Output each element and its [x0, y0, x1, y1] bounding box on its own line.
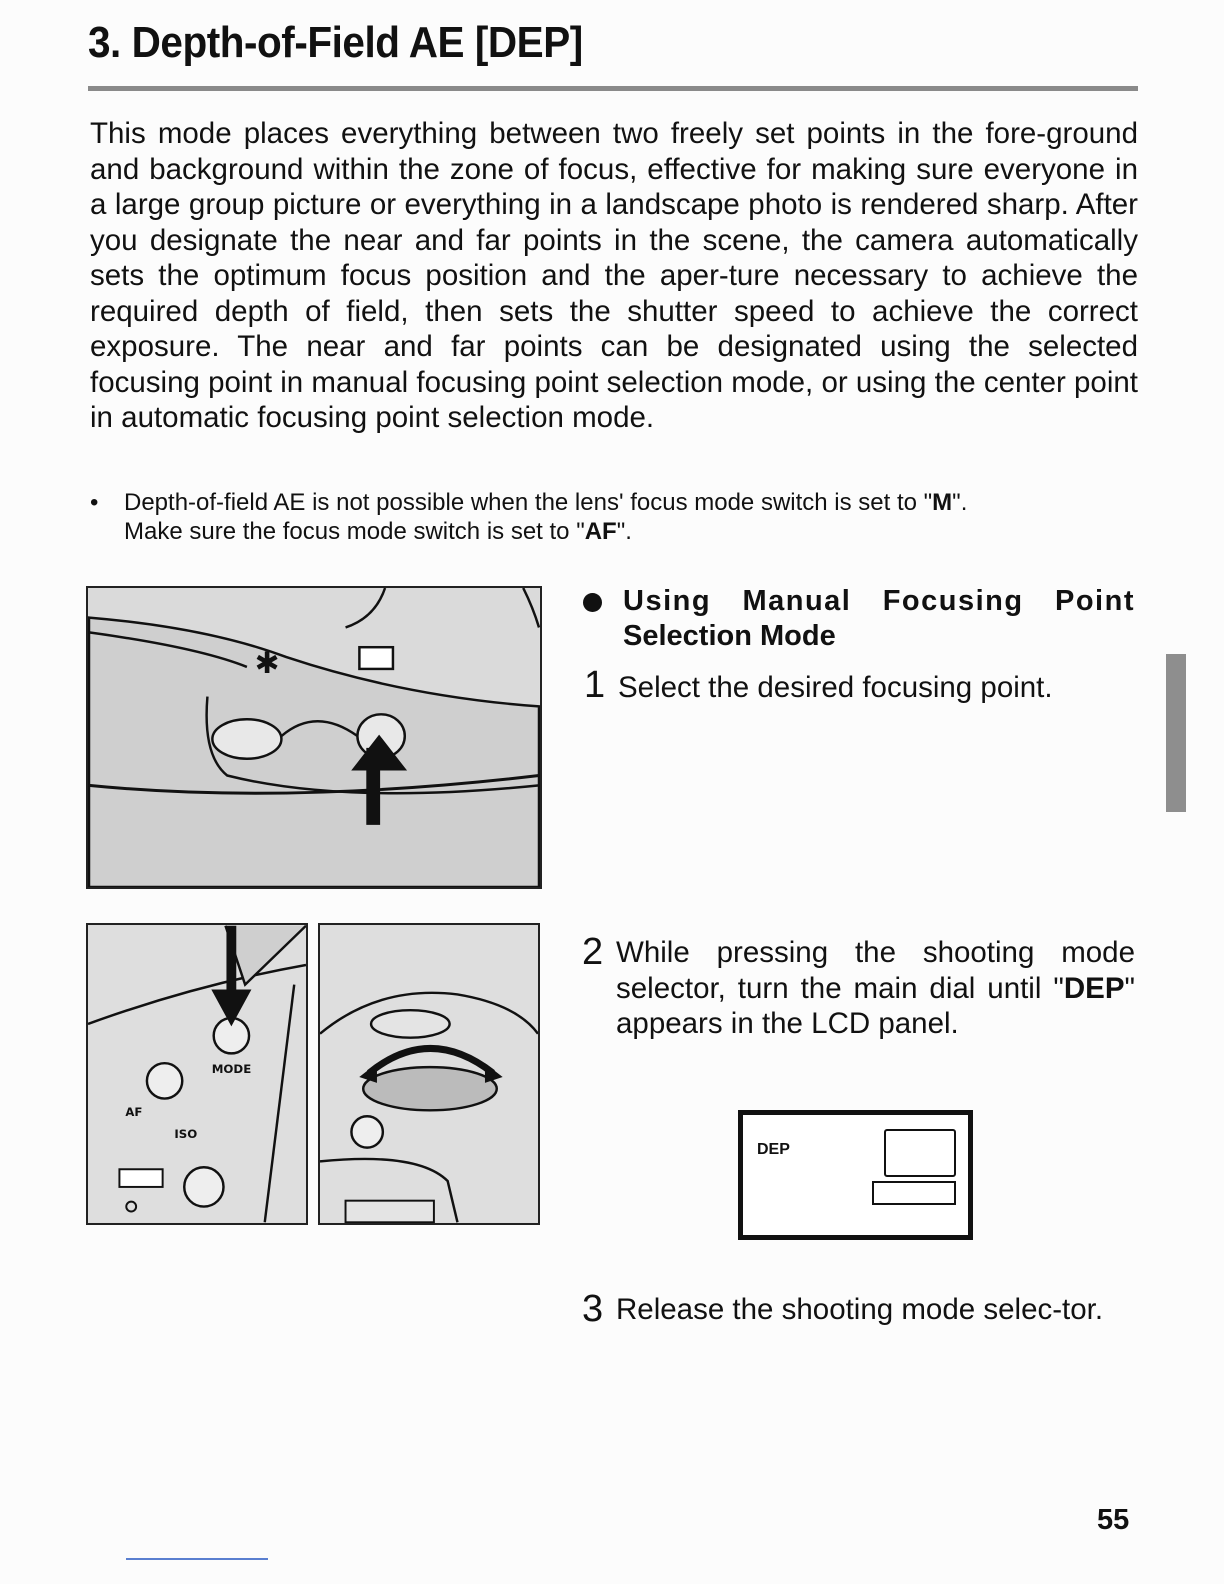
asterisk-label: ✱	[254, 645, 280, 680]
step-number: 3	[582, 1288, 604, 1330]
bullet-dot-icon	[583, 593, 602, 612]
iso-label: ISO	[174, 1126, 198, 1141]
main-dial-illustration	[320, 925, 538, 1223]
af-label: AF	[125, 1105, 143, 1120]
lcd-panel	[738, 1110, 973, 1240]
note-line1-suffix: ".	[952, 489, 968, 516]
mode-button-illustration	[88, 925, 306, 1223]
section-heading-line1	[623, 584, 1135, 619]
metering-exposure-icon	[119, 1169, 162, 1187]
heading-word: Manual	[742, 585, 852, 617]
heading-word: Focusing	[882, 585, 1024, 617]
metering-icon	[359, 647, 393, 669]
camera-top-illustration	[88, 588, 540, 887]
note-line1-emph: M	[932, 489, 953, 516]
lcd-display-segment	[884, 1129, 956, 1177]
bottom-divider	[126, 1558, 268, 1560]
section-heading-line2: Selection Mode	[623, 620, 836, 652]
note-line2-prefix: Make sure the focus mode switch is set to "	[124, 518, 585, 545]
figure-main-dial	[318, 923, 540, 1225]
section-heading	[583, 584, 1135, 654]
main-dial	[363, 1067, 497, 1110]
note-item	[90, 488, 1140, 546]
note-bullet: •	[90, 489, 99, 516]
step-text: Select the desired focusing point.	[618, 671, 1053, 704]
step-2	[582, 931, 1135, 1042]
heading-word: Using	[623, 585, 712, 617]
step-text	[616, 935, 1135, 1042]
figure-mode-button	[86, 923, 308, 1225]
step-number: 2	[582, 931, 604, 973]
note-text	[124, 488, 1140, 546]
page-title: 3. Depth-of-Field AE [DEP]	[88, 18, 583, 67]
mode-label: MODE	[211, 1062, 252, 1077]
title-divider	[88, 86, 1138, 91]
heading-word: Point	[1054, 585, 1135, 617]
step-text: Release the shooting mode selec-tor.	[616, 1293, 1104, 1326]
step-number: 1	[584, 664, 606, 706]
step-1	[584, 664, 1136, 706]
note-line2-suffix: ".	[616, 518, 632, 545]
section-thumb-tab	[1166, 654, 1186, 812]
lcd-display-segment	[872, 1181, 956, 1205]
step-text-emph: DEP	[1063, 971, 1125, 1005]
step-3	[582, 1288, 1135, 1330]
intro-paragraph: This mode places everything between two freely set points in the fore-ground and background within the zone of focus, effective for making sure everyone in a large group picture or everything in a landscape photo is rendered sharp. After you designate the near and far points in the scene, the camera automatically sets the optimum focus position and the aper-ture necessary to achieve the required depth of field, then sets the shutter speed to achieve the correct exposure. The near and far points can be designated using the selected focusing point in manual focusing point selection mode, or using the center point in automatic focusing point selection mode.	[90, 117, 1138, 434]
step-text-prefix: While pressing the shooting mode selector, turn the main dial until "	[616, 936, 1135, 1005]
figure-focus-point-button	[86, 586, 542, 889]
page-number: 55	[1097, 1504, 1130, 1536]
note-line2-emph: AF	[584, 518, 617, 545]
note-line1-prefix: Depth-of-field AE is not possible when the lens' focus mode switch is set to "	[124, 489, 933, 516]
lcd-dep-text: DEP	[757, 1141, 790, 1158]
step-text-suffix: " appears in the LCD panel.	[616, 971, 1135, 1040]
